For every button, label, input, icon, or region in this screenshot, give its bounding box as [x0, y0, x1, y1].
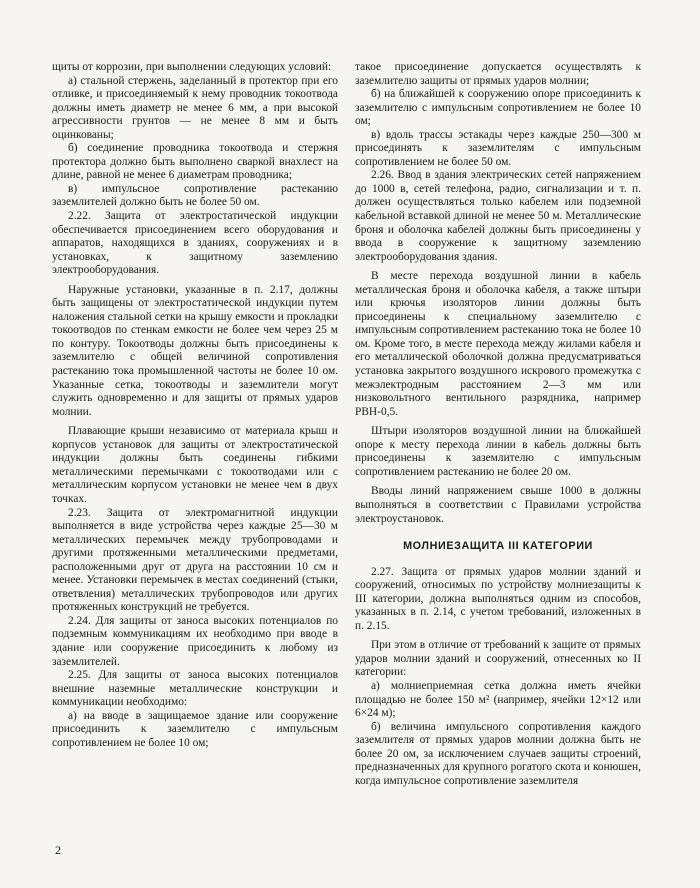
page-number: 2 — [55, 843, 61, 857]
paragraph: а) на вводе в защищаемое здание или сооружение присоединить к заземлителю с импульсным сопротивлением не более 10 ом; — [52, 709, 338, 749]
paragraph: б) величина импульсного сопротивления каждого заземлителя от прямых ударов молнии должна быть не более 20 ом, за исключением случаев защиты строений, предназначенных для крупного рогатого скота и конюшен, когда импульсное сопротивление заземлителя — [355, 720, 641, 787]
paragraph: б) на ближайшей к сооружению опоре присоединить к заземлителю с импульсным сопротивлением не более 10 ом; — [355, 88, 641, 128]
paragraph: в) импульсное сопротивление растеканию заземлителей должно быть не более 50 ом. — [52, 182, 338, 209]
right-column — [355, 61, 641, 788]
paragraph: 2.27. Защита от прямых ударов молнии зданий и сооружений, относимых по устройству молниезащиты к III категории, должна выполняться одним из способов, указанных в п. 2.14, с учетом требований, изложенных в п. 2.15. — [355, 565, 641, 632]
paragraph: а) молниеприемная сетка должна иметь ячейки площадью не более 150 м² (например, ячейки 12×12 или 6×24 м); — [355, 679, 641, 720]
paragraph: 2.26. Ввод в здания электрических сетей напряжением до 1000 в, сетей телефона, радио, сигнализации и т. п. должен осуществляться только кабелем или подземной кабельной вставкой длиной не менее 50 м. Металлические броня и оболочка кабелей должны быть присоединены у ввода в сооружение к защитному заземлению электрооборудования здания. — [355, 169, 641, 263]
paragraph: Штыри изоляторов воздушной линии на ближайшей опоре к месту перехода линии в кабель должны быть присоединены к заземлителю с импульсным сопротивлением растеканию не более 20 ом. — [355, 425, 641, 478]
paragraph: щиты от коррозии, при выполнении следующих условий: — [52, 61, 332, 73]
paragraph: Плавающие крыши независимо от материала крыш и корпусов установок для защиты от электростатической индукции должны быть соединены гибкими металлическими перемычками с токоотводами или с металлическим корпусом установки не менее чем в двух точках. — [52, 425, 338, 505]
paragraph: 2.23. Защита от электромагнитной индукции выполняется в виде устройства через каждые 25—30 м металлических перемычек между трубопроводами и другими протяженными металлическими предметами, расположенными друг от друга на расстоянии 10 см и менее. Установки перемычек в местах соединений (стыки, ответвления) металлических трубопроводов или других протяженных конструкций не требуется. — [52, 506, 338, 614]
paragraph: Вводы линий напряжением свыше 1000 в должны выполняться в соответствии с Правилами устройства электроустановок. — [355, 485, 641, 525]
left-column — [52, 61, 338, 750]
paragraph: 2.22. Защита от электростатической индукции обеспечивается присоединением всего оборудования и аппаратов, находящихся в зданиях, сооружениях и в установках, к защитному заземлению электрооборудования. — [52, 210, 338, 277]
paragraph: При этом в отличие от требований к защите от прямых ударов молнии зданий и сооружений, отнесенных ко II категории: — [355, 639, 641, 679]
paragraph: в) вдоль трассы эстакады через каждые 250—300 м присоединять к заземлителям с импульсным сопротивлением не более 50 ом. — [355, 128, 641, 168]
paragraph: б) соединение проводника токоотвода и стержня протектора должно быть выполнено сваркой внахлест на длине, равной не менее 6 диаметрам проводника; — [52, 142, 338, 182]
section-heading: МОЛНИЕЗАЩИТА III КАТЕГОРИИ — [403, 540, 593, 553]
paragraph: 2.25. Для защиты от заноса высоких потенциалов внешние наземные металлические конструкции и коммуникации необходимо: — [52, 669, 338, 709]
paragraph: Наружные установки, указанные в п. 2.17, должны быть защищены от электростатической индукции путем наложения стальной сетки на крышу емкости и прокладки токоотводов по стенкам емкости не более чем через 25 м по контуру. Токоотводы должны быть присоединены к заземлителю с общей величиной сопротивления растеканию тока промышленной частоты не более 10 ом. Указанные сетка, токоотводы и заземлители могут служить одновременно и для защиты от прямых ударов молнии. — [52, 283, 338, 418]
paragraph: В месте перехода воздушной линии в кабель металлическая броня и оболочка кабеля, а также штыри или крючья изоляторов линии должны быть присоединены к специальному заземлителю с импульсным сопротивлением растеканию тока не более 10 ом. Кроме того, в месте перехода между жилами кабеля и его металлической оболочкой должна предусматриваться установка закрытого воздушного искрового промежутка с межэлектродным расстоянием 2—3 мм или низковольтного вентильного разрядника, например РВН-0,5. — [355, 270, 641, 418]
paragraph: 2.24. Для защиты от заноса высоких потенциалов по подземным коммуникациям их необходимо при вводе в здание или сооружение присоединить к любому из заземлителей. — [52, 614, 338, 668]
paragraph: а) стальной стержень, заделанный в протектор при его отливке, и присоединяемый к нему проводник токоотвода должны иметь диаметр не менее 6 мм, а при высокой агрессивности грунтов — не менее 8 мм и быть оцинкованы; — [52, 74, 338, 141]
paragraph: такое присоединение допускается осуществлять к заземлителю защиты от прямых ударов молнии; — [355, 61, 641, 87]
